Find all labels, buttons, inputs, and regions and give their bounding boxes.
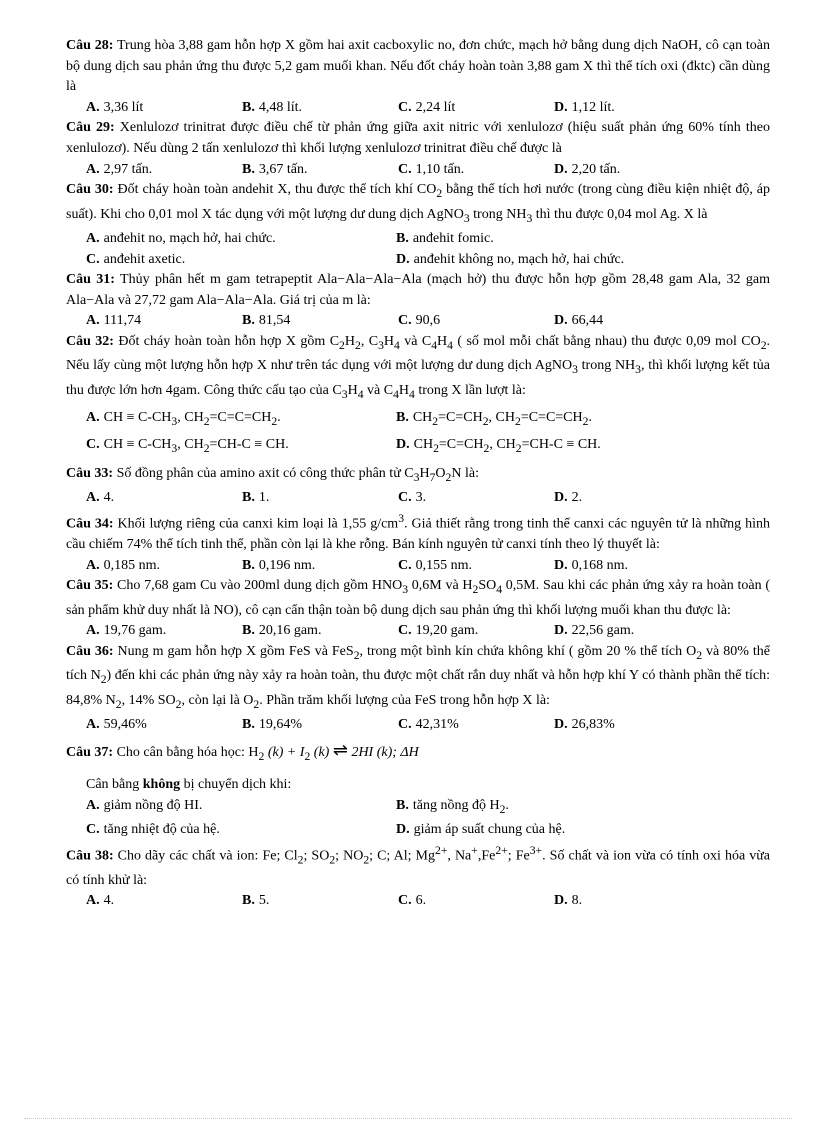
option-label: A. <box>86 161 100 177</box>
question-number: Câu 28: <box>66 38 114 53</box>
page-bottom-border <box>24 1118 792 1119</box>
subscript: 3 <box>402 583 409 597</box>
subscript: 3 <box>572 363 578 377</box>
option-label: B. <box>396 230 409 246</box>
subscript: 2 <box>433 442 439 456</box>
option-c[interactable] <box>398 160 554 181</box>
option-label: D. <box>554 490 568 506</box>
question-number: Câu 34: <box>66 516 114 532</box>
option-text: 2,97 tấn. <box>103 161 153 177</box>
options-29 <box>66 160 770 181</box>
subscript: 3 <box>413 470 420 484</box>
subscript: 2 <box>483 442 490 456</box>
formula-part: CH <box>413 437 434 453</box>
option-d[interactable] <box>554 488 710 509</box>
question-32 <box>66 332 770 405</box>
question-text: H <box>398 382 410 398</box>
option-d[interactable] <box>554 715 710 736</box>
option-d[interactable] <box>554 160 710 181</box>
subscript: 3 <box>171 442 178 456</box>
option-b[interactable] <box>396 796 706 820</box>
options-30-row2 <box>66 250 770 271</box>
option-d[interactable] <box>554 98 710 119</box>
subscript: 2 <box>203 414 210 428</box>
question-text: . Phần trăm khối lượng của FeS trong hỗn hợp X là: <box>259 692 550 708</box>
question-number: Câu 35: <box>66 578 114 594</box>
option-text: 19,64% <box>258 717 303 733</box>
question-text: trong X lần lượt là: <box>414 382 526 398</box>
question-33 <box>66 464 770 488</box>
option-c[interactable] <box>398 715 554 736</box>
subscript: 2 <box>436 186 443 200</box>
option-text: 19,76 gam. <box>103 623 167 639</box>
option-label: C. <box>86 437 100 453</box>
formula-part: =C=CH <box>438 437 484 453</box>
options-32-row1 <box>66 408 770 432</box>
subscript: 2 <box>258 749 265 763</box>
formula-part: =CH-C ≡ CH. <box>521 437 601 453</box>
options-38 <box>66 891 770 912</box>
question-text: Nung m gam hỗn hợp X gồm FeS và FeS <box>117 643 354 659</box>
subscript: 2 <box>432 414 439 428</box>
question-text: bằng thể tích hơi nước (trong cùng điều kiện nhiệt độ, áp suất). Khi cho 0,01 mol X tác dụng với một lượng dư dung dịch AgNO <box>66 182 771 222</box>
question-text: , trong một bình kín chứa không khí ( gồm 20 % thể tích O <box>359 643 697 659</box>
subscript: 2 <box>582 414 589 428</box>
option-label: B. <box>242 623 255 639</box>
option-c[interactable] <box>86 250 396 271</box>
question-text: Khối lượng riêng của canxi kim loại là 1,55 g/cm <box>117 516 399 532</box>
subscript: 3 <box>171 414 178 428</box>
question-text: Đốt cháy hoàn toàn andehit X, thu được thể tích khí CO <box>117 182 437 198</box>
option-a[interactable] <box>86 160 242 181</box>
subscript: 2 <box>297 853 304 867</box>
option-b[interactable] <box>242 98 398 119</box>
question-text: ; Fe <box>507 848 530 864</box>
option-c[interactable] <box>398 556 554 577</box>
option-label: B. <box>242 893 255 909</box>
question-number: Câu 36: <box>66 643 114 659</box>
formula-part: CH ≡ C-CH <box>103 437 172 453</box>
option-label: A. <box>86 623 100 639</box>
option-a[interactable] <box>86 488 242 509</box>
question-text: trong NH <box>577 358 636 374</box>
options-30-row1 <box>66 229 770 250</box>
option-text: 0,155 nm. <box>415 557 473 573</box>
option-d[interactable] <box>396 250 706 271</box>
formula-part: , CH <box>488 410 515 426</box>
option-label: D. <box>554 717 568 733</box>
subscript: 2 <box>515 442 522 456</box>
option-text: 4,48 lít. <box>258 99 303 115</box>
formula-part: =C=C=CH <box>520 410 583 426</box>
option-label: D. <box>554 161 568 177</box>
subscript: 2 <box>353 648 360 662</box>
question-35 <box>66 576 770 621</box>
option-text: tăng nhiệt độ của hệ. <box>103 822 220 837</box>
option-a[interactable] <box>86 311 242 332</box>
option-a[interactable] <box>86 556 242 577</box>
option-c[interactable] <box>398 98 554 119</box>
formula-part: . <box>277 410 281 426</box>
question-30 <box>66 180 770 229</box>
formula-part: H <box>248 744 259 760</box>
subscript: 4 <box>357 387 364 401</box>
question-text: , Na <box>447 848 472 864</box>
option-text: 1. <box>258 490 270 506</box>
option-text: 0,168 nm. <box>571 557 629 573</box>
option-b[interactable] <box>242 715 398 736</box>
question-number: Câu 38: <box>66 848 114 864</box>
option-text: 26,83% <box>571 717 615 733</box>
formula-part: 2HI (k); ΔH <box>351 744 419 760</box>
question-text: trong NH <box>469 206 527 222</box>
question-text: Số đồng phân của amino axit có công thức phân tử C <box>116 465 414 481</box>
question-38 <box>66 841 770 892</box>
option-label: C. <box>86 251 100 267</box>
option-b[interactable] <box>242 488 398 509</box>
question-text: ; C; Al; Mg <box>369 848 435 864</box>
option-d[interactable] <box>554 311 710 332</box>
option-label: B. <box>396 410 409 426</box>
option-b[interactable] <box>242 311 398 332</box>
option-text: 2,20 tấn. <box>571 161 621 177</box>
question-text: ; NO <box>335 848 364 864</box>
option-label: A. <box>86 717 100 733</box>
question-text: 0,5M. Sau khi các phản ứng xảy ra hoàn toàn ( sản phẩm khử duy nhất là NO), cô cạn cẩn thận toàn bộ dung dịch sau phản ứng thì khối lượng muối khan thu được là: <box>66 578 770 618</box>
option-a[interactable] <box>86 891 242 912</box>
question-text: Đốt cháy hoàn toàn hỗn hợp X gồm C <box>118 333 340 349</box>
option-label: B. <box>242 99 255 115</box>
question-text: và C <box>399 333 432 349</box>
subscript: 2 <box>203 442 210 456</box>
option-label: B. <box>242 313 255 329</box>
formula-part: , CH <box>177 410 204 426</box>
subscript: 4 <box>447 338 453 352</box>
option-label: A. <box>86 893 100 909</box>
options-32-row2 <box>66 435 770 459</box>
formula-part: , CH <box>489 437 516 453</box>
subscript: 2 <box>760 338 767 352</box>
option-b[interactable] <box>242 160 398 181</box>
option-text: 20,16 gam. <box>258 623 322 639</box>
option-label: D. <box>396 822 410 837</box>
options-28 <box>66 98 770 119</box>
option-label: B. <box>242 490 255 506</box>
option-c[interactable] <box>398 488 554 509</box>
option-d[interactable] <box>554 621 710 642</box>
question-31 <box>66 270 770 311</box>
option-a[interactable] <box>86 98 242 119</box>
question-text: . Nếu lấy cùng một lượng hỗn hợp X như trên tác dụng với một lượng dư dung dịch AgNO <box>66 333 771 374</box>
option-label: C. <box>86 822 100 837</box>
option-text: 1,12 lít. <box>571 99 615 115</box>
option-text: 19,20 gam. <box>415 623 479 639</box>
subscript: 2 <box>253 697 260 711</box>
option-label: D. <box>396 437 410 453</box>
question-text: Cho dãy các chất và ion: Fe; Cl <box>117 848 298 864</box>
subscript: 4 <box>431 338 438 352</box>
option-text: anđehit fomic. <box>412 230 494 246</box>
option-d[interactable] <box>554 891 710 912</box>
subscript: 2 <box>100 673 107 687</box>
question-34 <box>66 509 770 556</box>
option-c[interactable] <box>398 311 554 332</box>
question-text: ) đến khi các phản ứng này xảy ra hoàn toàn, thu được một chất rắn duy nhất và hỗn hợp khí Y có thành phần thể tích: 84,8% N <box>66 668 770 708</box>
subscript: 4 <box>394 338 400 352</box>
option-text: 2,24 lít <box>415 99 456 115</box>
option-label: C. <box>398 313 412 329</box>
formula-part: =CH-C ≡ CH. <box>209 437 289 453</box>
option-d[interactable] <box>396 820 706 841</box>
question-number: Câu 29: <box>66 120 115 136</box>
question-text: . Số chất và ion vừa có tính oxi hóa vừa có tính khử là: <box>66 848 771 888</box>
note-text: bị chuyển dịch khi: <box>180 777 292 793</box>
option-b[interactable] <box>396 229 706 250</box>
question-text: , còn lại là O <box>181 692 254 708</box>
subscript: 7 <box>429 470 436 484</box>
exam-page <box>66 36 770 912</box>
question-number: Câu 37: <box>66 744 114 760</box>
option-text: . <box>505 797 509 813</box>
option-label: A. <box>86 410 100 426</box>
subscript: 2 <box>514 414 521 428</box>
option-a[interactable] <box>86 408 396 432</box>
formula-part: =C=CH <box>438 410 483 426</box>
options-35 <box>66 621 770 642</box>
option-label: D. <box>554 313 568 329</box>
options-31 <box>66 311 770 332</box>
option-text: 81,54 <box>258 313 291 329</box>
option-label: A. <box>86 490 100 506</box>
question-36 <box>66 642 770 715</box>
option-text: 4. <box>103 893 115 909</box>
subscript: 3 <box>635 363 641 377</box>
question-number: Câu 33: <box>66 465 114 481</box>
question-29 <box>66 118 770 159</box>
note-emphasis: không <box>142 777 181 793</box>
subscript: 3 <box>341 387 348 401</box>
option-label: A. <box>86 99 100 115</box>
option-label: A. <box>86 557 100 573</box>
superscript: 3 <box>398 511 405 525</box>
question-text: O <box>435 465 446 481</box>
equilibrium-equation <box>248 739 419 763</box>
option-text: giảm nồng độ HI. <box>103 797 203 813</box>
option-text: 111,74 <box>103 313 142 329</box>
question-text: ; SO <box>303 848 330 864</box>
option-label: B. <box>242 717 255 733</box>
option-text: 6. <box>415 893 427 909</box>
option-d[interactable] <box>396 435 706 459</box>
subscript: 2 <box>115 697 122 711</box>
question-text: Trung hòa 3,88 gam hỗn hợp X gồm hai axit cacboxylic no, đơn chức, mạch hở bằng dung dịch NaOH, cô cạn toàn bộ dung dịch sau phản ứng thu được 5,2 gam muối khan. Nếu đốt cháy hoàn toàn 3,88 gam X thì thể tích oxi (đktc) cần dùng là <box>66 38 771 95</box>
subscript: 2 <box>445 470 452 484</box>
option-text: 59,46% <box>103 717 147 733</box>
option-label: A. <box>86 313 100 329</box>
options-37-row1 <box>66 796 770 820</box>
option-label: D. <box>554 99 568 115</box>
question-text: , C <box>360 333 379 349</box>
option-text: 66,44 <box>571 313 604 329</box>
question-text: . Giả thiết rằng trong tinh thể canxi các nguyên tử là những hình cầu chiếm 74% thể tích tinh thể, phần còn lại là khe rỗng. Bán kính nguyên tử canxi tính theo lý thuyết là: <box>66 516 771 553</box>
superscript: 2+ <box>495 843 508 857</box>
option-label: A. <box>86 230 100 246</box>
option-b[interactable] <box>242 621 398 642</box>
option-label: B. <box>242 557 255 573</box>
question-text: Xenlulozơ trinitrat được điều chế từ phản ứng giữa axit nitric với xenlulozơ (hiệu suất phản ứng 60% tính theo xenlulozơ). Nếu dùng 2 tấn xenlulozơ thì khối lượng xenlulozơ trinitrat điều chế được là <box>66 120 770 156</box>
question-28 <box>66 36 770 98</box>
option-text: 3. <box>415 490 427 506</box>
option-text: 90,6 <box>415 313 441 329</box>
subscript: 2 <box>355 338 361 352</box>
superscript: 2+ <box>434 843 448 857</box>
subscript: 4 <box>393 387 399 401</box>
option-text: 1,10 tấn. <box>415 161 465 177</box>
option-text: 2. <box>571 490 583 506</box>
option-c[interactable] <box>398 891 554 912</box>
formula-part: . <box>588 410 592 426</box>
option-text: 42,31% <box>415 717 459 733</box>
option-label: C. <box>398 623 412 639</box>
formula-part: (k) <box>310 744 330 760</box>
formula-part: , CH <box>177 437 204 453</box>
options-34 <box>66 556 770 577</box>
option-text: 4. <box>103 490 115 506</box>
option-b[interactable] <box>396 408 706 432</box>
question-37-note <box>66 775 770 796</box>
question-text: , thì khối lượng kết tủa thu được lớn hơn 4gam. Công thức cấu tạo của C <box>66 358 770 398</box>
question-text: H <box>383 333 395 349</box>
question-text: , 14% SO <box>121 692 176 708</box>
subscript: 2 <box>363 853 370 867</box>
option-text: anđehit no, mạch hở, hai chức. <box>103 230 276 246</box>
option-label: C. <box>398 99 412 115</box>
subscript: 2 <box>304 749 311 763</box>
question-text: H <box>419 465 430 481</box>
question-text: thì thu được 0,04 mol Ag. X là <box>532 206 708 222</box>
question-text: ( số mol mỗi chất bằng nhau) thu được 0,09 mol CO <box>453 333 761 349</box>
option-text: 0,185 nm. <box>103 557 161 573</box>
question-text: và C <box>363 382 394 398</box>
option-text: 22,56 gam. <box>571 623 635 639</box>
subscript: 2 <box>499 802 506 816</box>
option-label: C. <box>398 893 412 909</box>
question-text: và 80% thể tích N <box>66 643 770 684</box>
question-text: H <box>347 382 358 398</box>
option-label: C. <box>398 161 412 177</box>
question-text: H <box>437 333 448 349</box>
formula-part: CH <box>412 410 433 426</box>
option-c[interactable] <box>86 820 396 841</box>
subscript: 4 <box>409 387 415 401</box>
option-text: 3,67 tấn. <box>258 161 308 177</box>
option-text: tăng nồng độ H <box>412 797 500 813</box>
subscript: 2 <box>696 648 703 662</box>
options-37-row2 <box>66 820 770 841</box>
option-text: anđehit axetic. <box>103 251 186 267</box>
option-text: 5. <box>258 893 270 909</box>
question-text: Cho cân bằng hóa học: <box>116 744 245 760</box>
option-text: 0,196 nm. <box>258 557 316 573</box>
option-label: B. <box>242 161 255 177</box>
superscript: 3+ <box>529 843 543 857</box>
superscript: + <box>471 843 478 857</box>
question-number: Câu 30: <box>66 182 114 198</box>
option-text: 3,36 lít <box>103 99 144 115</box>
question-text: 0,6M và H <box>408 578 473 594</box>
question-text: Thủy phân hết m gam tetrapeptit Ala−Ala−Ala−Ala (mạch hở) thu được hỗn hợp gồm 28,48 gam Ala, 32 gam Ala−Ala và 27,72 gam Ala−Ala−Ala. Giá trị của m là: <box>66 272 770 308</box>
formula-part: CH ≡ C-CH <box>103 410 172 426</box>
question-text: Cho 7,68 gam Cu vào 200ml dung dịch gồm HNO <box>117 578 403 594</box>
options-36 <box>66 715 770 736</box>
question-37 <box>66 740 770 767</box>
option-c[interactable] <box>86 435 396 459</box>
question-text: SO <box>478 578 497 594</box>
option-label: C. <box>398 717 412 733</box>
option-text: giảm áp suất chung của hệ. <box>413 822 566 837</box>
option-label: D. <box>554 623 568 639</box>
subscript: 2 <box>482 414 489 428</box>
option-label: B. <box>396 797 409 813</box>
question-number: Câu 32: <box>66 333 114 349</box>
subscript: 3 <box>378 338 384 352</box>
subscript: 2 <box>329 853 336 867</box>
question-text: ,Fe <box>477 848 496 864</box>
option-b[interactable] <box>242 891 398 912</box>
equilibrium-arrow-icon: ⇌ <box>332 739 348 760</box>
option-a[interactable] <box>86 621 242 642</box>
option-label: A. <box>86 797 100 813</box>
subscript: 3 <box>463 211 470 225</box>
formula-part: (k) + I <box>264 744 305 760</box>
subscript: 2 <box>175 697 182 711</box>
question-text: N là: <box>451 465 479 481</box>
option-label: C. <box>398 557 412 573</box>
option-label: D. <box>554 557 568 573</box>
subscript: 3 <box>526 211 533 225</box>
option-a[interactable] <box>86 715 242 736</box>
formula-part: =C=C=CH <box>209 410 272 426</box>
option-a[interactable] <box>86 229 396 250</box>
note-text: Cân bằng <box>86 777 143 793</box>
subscript: 2 <box>271 414 278 428</box>
option-label: D. <box>396 251 410 267</box>
question-text: H <box>344 333 355 349</box>
subscript: 2 <box>472 583 479 597</box>
option-c[interactable] <box>398 621 554 642</box>
option-text: anđehit không no, mạch hở, hai chức. <box>413 251 625 267</box>
option-label: C. <box>398 490 412 506</box>
question-number: Câu 31: <box>66 272 115 288</box>
option-text: 8. <box>571 893 583 909</box>
subscript: 4 <box>496 583 503 597</box>
option-label: D. <box>554 893 568 909</box>
option-d[interactable] <box>554 556 710 577</box>
options-33 <box>66 488 770 509</box>
option-a[interactable] <box>86 796 396 820</box>
option-b[interactable] <box>242 556 398 577</box>
subscript: 2 <box>339 338 345 352</box>
